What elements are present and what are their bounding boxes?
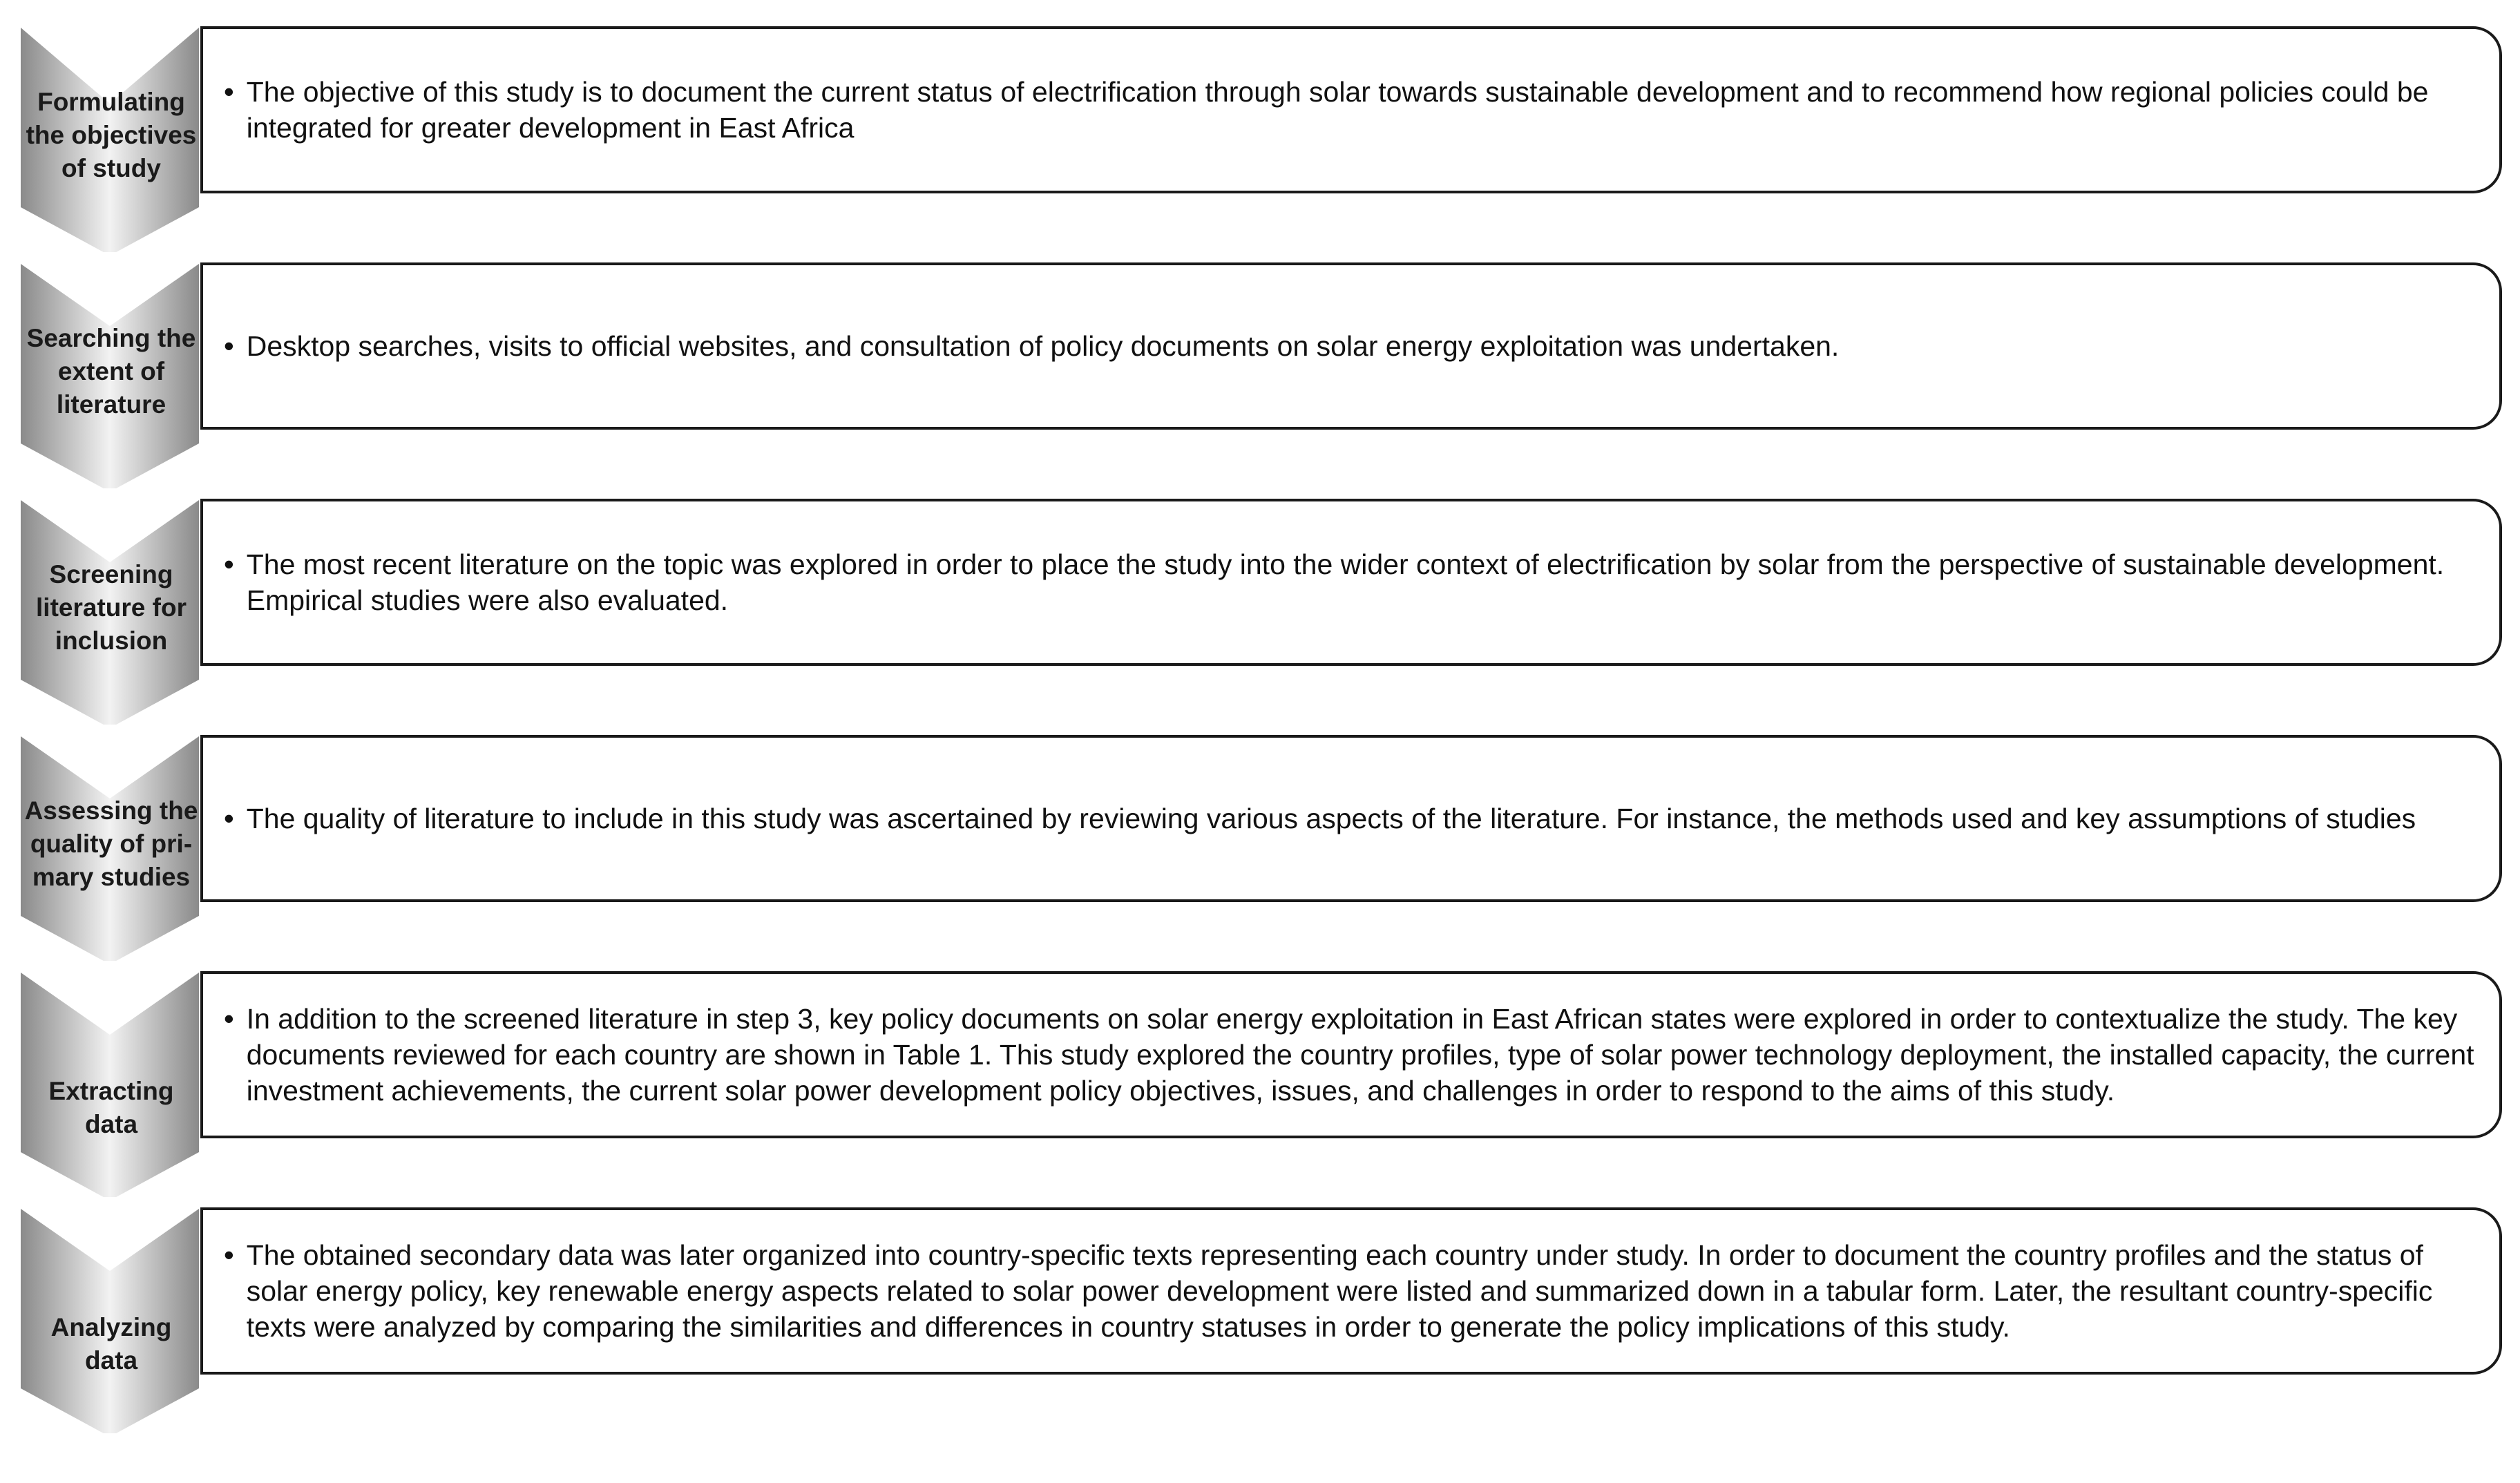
step-2: [0, 236, 2520, 485]
step-description-box: [200, 735, 2502, 902]
step-3: [0, 472, 2520, 721]
step-label: Screening literature for inclusion: [36, 560, 187, 655]
step-description: The objective of this study is to document the current status of electrification through solar towards sustainable development and to recommend how regional policies could be integrated for greater development in East Africa: [246, 76, 2429, 144]
step-4: [0, 709, 2520, 957]
step-description-box: [200, 499, 2502, 666]
bullet-point: •: [224, 1238, 234, 1271]
step-1: [0, 0, 2520, 249]
step-description: Desktop searches, visits to official websites, and consultation of policy documents on solar energy exploitation was undertaken.: [246, 330, 1840, 362]
bullet-point: •: [224, 75, 234, 108]
step-description-box: [200, 262, 2502, 430]
bullet-point: •: [224, 548, 234, 580]
bullet-point: •: [224, 1002, 234, 1035]
bullet-point: •: [224, 329, 234, 362]
step-description-box: [200, 971, 2502, 1138]
bullet-point: •: [224, 802, 234, 834]
step-description-box: [200, 26, 2502, 193]
step-description: The quality of literature to include in this study was ascertained by reviewing various aspects of the literature. For instance, the methods used and key assumptions of studies: [246, 803, 2416, 834]
step-description: The obtained secondary data was later organized into country-specific texts representing each country under study. In order to document the country profiles and the status of solar energy policy, key renewable energy aspects related to solar power development were listed and summarized down in a tabular form. Later, the resultant country-specific texts were analyzed by comparing the similarities and differences in country statuses in order to generate the policy implications of this study.: [246, 1239, 2433, 1343]
step-label: Searching the extent of literature: [26, 324, 196, 419]
step-6: [0, 1181, 2520, 1430]
step-label: Formulating the objectives of study: [26, 88, 197, 182]
step-label: Assessing the quality of pri- mary studies: [24, 796, 198, 891]
step-label: Analyzing data: [50, 1313, 172, 1375]
step-label: Extracting data: [48, 1077, 174, 1138]
step-description-box: [200, 1207, 2502, 1375]
step-description: The most recent literature on the topic was explored in order to place the study into the wider context of electrification by solar from the perspective of sustainable development. Empirical studies were also evaluated.: [246, 548, 2445, 616]
step-description: In addition to the screened literature in step 3, key policy documents on solar energy exploitation in East African states were explored in order to contextualize the study. The key documents reviewed for each country are shown in Table 1. This study explored the country profiles, type of solar power technology deployment, the installed capacity, the current investment achievements, the current solar power development policy objectives, issues, and challenges in order to respond to the aims of this study.: [246, 1003, 2474, 1107]
step-5: [0, 945, 2520, 1194]
